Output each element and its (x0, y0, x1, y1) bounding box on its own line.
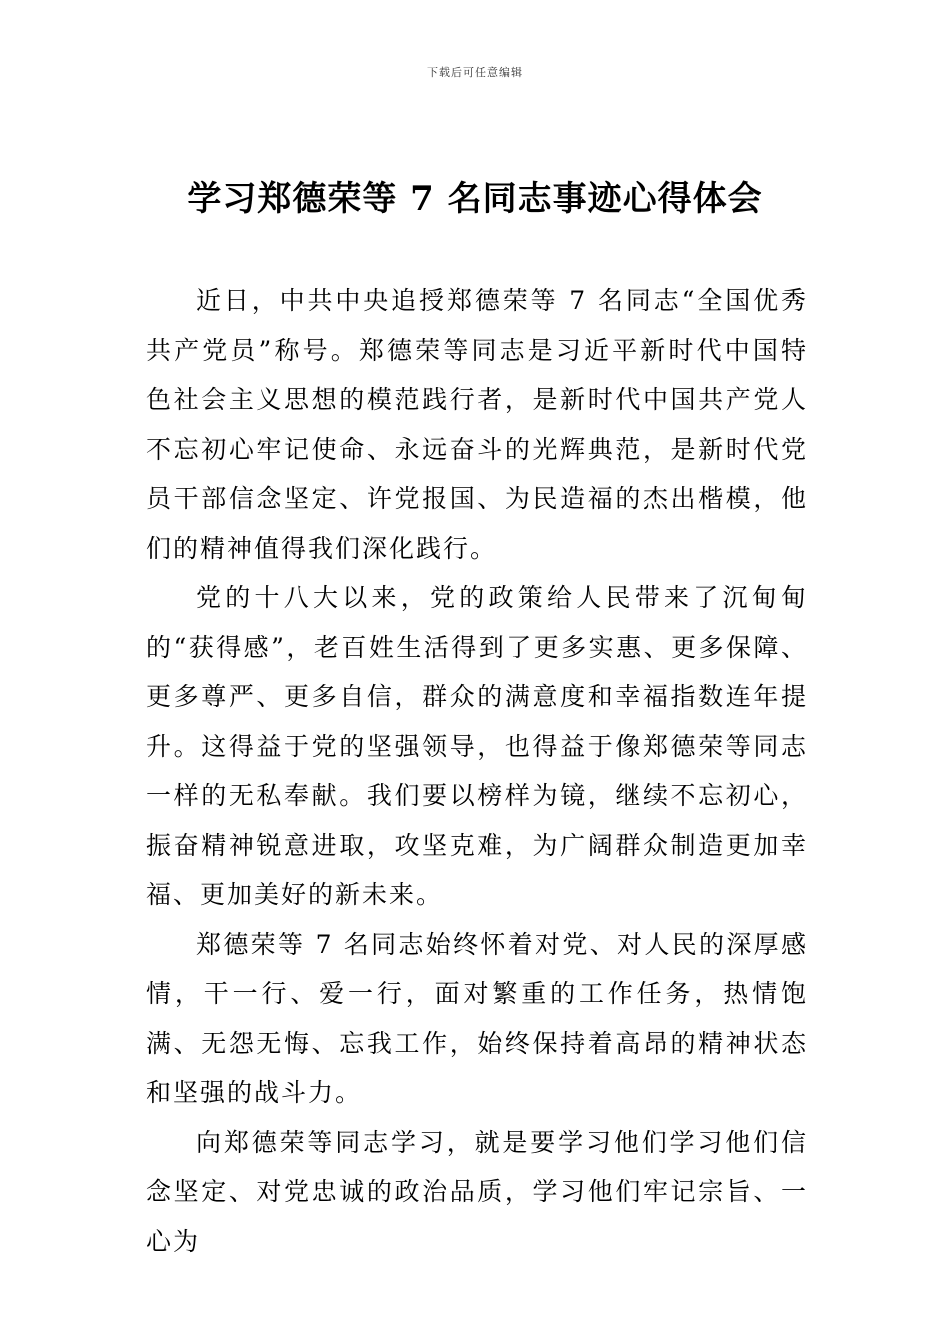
paragraph-4: 向郑德荣等同志学习，就是要学习他们学习他们信念坚定、对党忠诚的政治品质，学习他们牢记宗旨、一心为 (146, 1127, 808, 1256)
document-title: 学习郑德荣等 7 名同志事迹心得体会 (187, 179, 763, 219)
document-body (146, 276, 808, 1266)
paragraph-1: 近日，中共中央追授郑德荣等 7 名同志“全国优秀共产党员”称号。郑德荣等同志是习近平新时代中国特色社会主义思想的模范践行者，是新时代中国共产党人不忘初心牢记使命、永远奋斗的光辉典范，是新时代党员干部信念坚定、许党报国、为民造福的杰出楷模，他们的精神值得我们深化践行。 (146, 286, 808, 563)
header-note: 下载后可任意编辑 (427, 66, 523, 79)
paragraph-2: 党的十八大以来，党的政策给人民带来了沉甸甸的“获得感”，老百姓生活得到了更多实惠、更多保障、更多尊严、更多自信，群众的满意度和幸福指数连年提升。这得益于党的坚强领导，也得益于像郑德荣等同志一样的无私奉献。我们要以榜样为镜，继续不忘初心，振奋精神锐意进取，攻坚克难，为广阔群众制造更加幸福、更加美好的新未来。 (146, 583, 808, 909)
paragraph-3: 郑德荣等 7 名同志始终怀着对党、对人民的深厚感情，干一行、爱一行，面对繁重的工作任务，热情饱满、无怨无悔、忘我工作，始终保持着高昂的精神状态和坚强的战斗力。 (146, 929, 808, 1107)
